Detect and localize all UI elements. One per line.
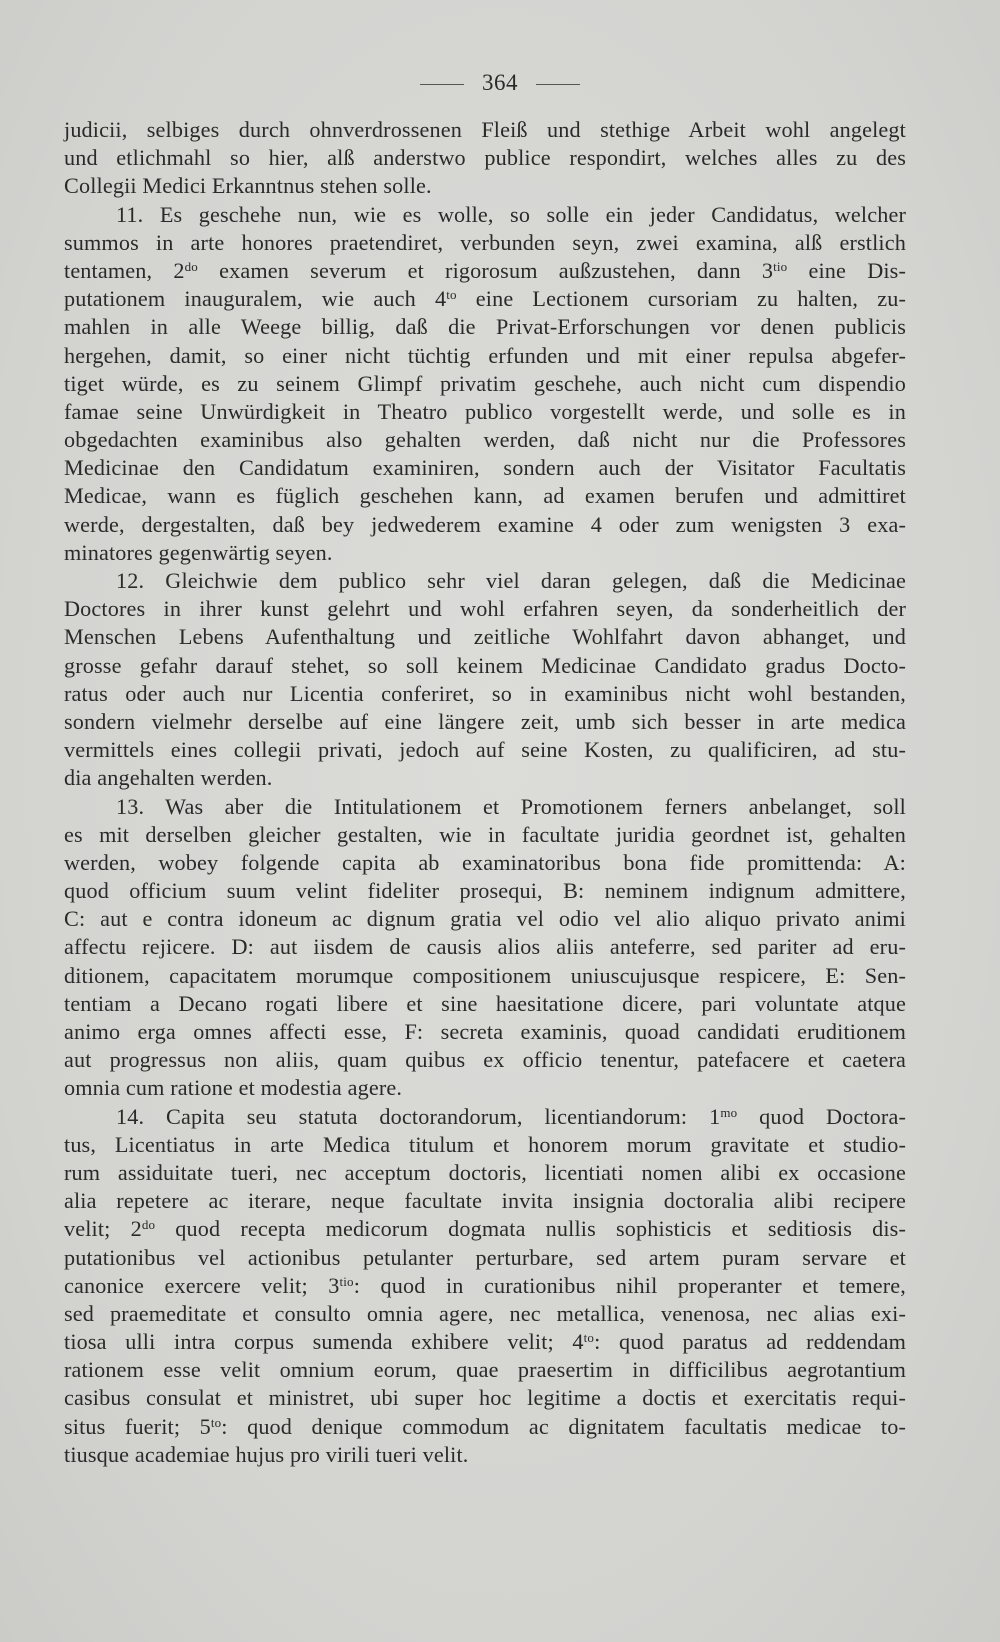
text-line: rum assiduitate tueri, nec acceptum doctoris, licentiati nomen alibi ex occasione — [64, 1159, 906, 1185]
text-line: Medicae, wann es füglich geschehen kann, ad examen berufen und admittiret — [64, 483, 906, 509]
paragraph — [64, 201, 906, 567]
text-line: tentamen, $2^{do}$ examen severum et rigorosum außzustehen, dann $3^{tio}$ eine Dis- — [64, 257, 907, 283]
text-line: omnia cum ratione et modestia agere. — [64, 1075, 403, 1101]
text-line: rationem esse velit omnium eorum, quae praesertim in difficilibus aegrotantium — [64, 1357, 906, 1383]
text-line: mahlen in alle Weege billig, daß die Privat-Erforschungen vor denen publicis — [64, 314, 906, 340]
text-line: aut progressus non aliis, quam quibus ex officio tenentur, patefacere et caetera — [64, 1047, 906, 1073]
text-line: alia repetere ac iterare, neque facultate invita insignia doctoralia alibi recipere — [64, 1188, 906, 1214]
body-text — [64, 116, 906, 1469]
text-line: summos in arte honores praetendiret, verbunden seyn, zwei examina, alß erstlich — [64, 229, 906, 255]
text-line: grosse gefahr darauf stehet, so soll keinem Medicinae Candidato gradus Docto- — [64, 652, 906, 678]
text-line: putationibus vel actionibus petulanter perturbare, sed artem puram servare et — [64, 1244, 906, 1270]
paragraph — [64, 116, 906, 201]
text-line: affectu rejicere. D: aut iisdem de causis alios aliis anteferre, sed pariter ad eru- — [64, 934, 906, 960]
text-line: es mit derselben gleicher gestalten, wie in facultate juridia geordnet ist, gehalten — [64, 821, 906, 847]
text-line: und etlichmahl so hier, alß anderstwo publice respondirt, welches alles zu des — [64, 145, 906, 171]
paragraph — [64, 1103, 906, 1469]
text-line: Doctores in ihrer kunst gelehrt und wohl erfahren seyen, da sonderheitlich der — [64, 596, 906, 622]
text-line: canonice exercere velit; $3^{tio}$: quod in curationibus nihil properanter et temere, — [64, 1272, 906, 1298]
header-rule-left — [420, 84, 464, 85]
text-line: tiusque academiae hujus pro virili tueri velit. — [64, 1441, 469, 1467]
text-line: werden, wobey folgende capita ab examinatoribus bona fide promittenda: A: — [64, 849, 906, 875]
page-header — [0, 70, 1000, 96]
text-line: Collegii Medici Erkanntnus stehen solle. — [64, 173, 432, 199]
paragraph — [64, 567, 906, 793]
text-line: animo erga omnes affecti esse, F: secreta examinis, quoad candidati eruditionem — [64, 1019, 906, 1044]
text-line: quod officium suum velint fideliter prosequi, B: neminem indignum admittere, — [64, 878, 906, 904]
text-line: 12. Gleichwie dem publico sehr viel daran gelegen, daß die Medicinae — [116, 568, 906, 593]
text-line: situs fuerit; $5^{to}$: quod denique commodum ac dignitatem facultatis medicae to- — [64, 1413, 907, 1439]
text-line: vermittels eines collegii privati, jedoch auf seine Kosten, zu qualificiren, ad stu- — [64, 737, 906, 763]
text-line: casibus consulat et ministret, ubi super hoc legitime a doctis et exercitatis requi- — [64, 1385, 906, 1411]
text-line: C: aut e contra idoneum ac dignum gratia vel odio vel alio aliquo privato animi — [64, 906, 906, 932]
text-line: dia angehalten werden. — [64, 765, 273, 791]
text-line: minatores gegenwärtig seyen. — [64, 539, 333, 565]
text-line: obgedachten examinibus also gehalten werden, daß nicht nur die Professores — [64, 427, 906, 453]
text-line: famae seine Unwürdigkeit in Theatro publico vorgestellt werde, und solle es in — [64, 398, 906, 424]
text-line: sondern vielmehr derselbe auf eine längere zeit, umb sich besser in arte medica — [64, 708, 906, 734]
text-line: tiget würde, es zu seinem Glimpf privatim geschehe, auch nicht cum dispendio — [64, 370, 906, 396]
paragraph — [64, 793, 906, 1103]
text-line: putationem inauguralem, wie auch $4^{to}$ eine Lectionem cursoriam zu halten, zu- — [64, 286, 906, 312]
text-line: Menschen Lebens Aufenthaltung und zeitliche Wohlfahrt davon abhanget, und — [64, 624, 906, 650]
text-line: sed praemeditate et consulto omnia agere, nec metallica, venenosa, nec alias exi- — [64, 1300, 906, 1326]
page-number: 364 — [482, 70, 518, 95]
text-line: tiosa ulli intra corpus sumenda exhibere velit; $4^{to}$: quod paratus ad reddendam — [64, 1329, 906, 1355]
text-line: werde, dergestalten, daß bey jedwederem examine 4 oder zum wenigsten 3 exa- — [64, 511, 906, 537]
text-line: judicii, selbiges durch ohnverdrossenen Fleiß und stethige Arbeit wohl angelegt — [64, 117, 906, 142]
text-line: tentiam a Decano rogati libere et sine haesitatione dicere, pari voluntate atque — [64, 990, 906, 1016]
text-line: ditionem, capacitatem morumque compositionem uniuscujusque respicere, E: Sen- — [64, 962, 906, 988]
text-line: velit; $2^{do}$ quod recepta medicorum dogmata nullis sophisticis et seditiosis dis- — [64, 1216, 906, 1242]
text-line: 14. Capita seu statuta doctorandorum, licentiandorum: $1^{mo}$ quod Doctora- — [116, 1103, 906, 1129]
text-line: 13. Was aber die Intitulationem et Promotionem ferners anbelanget, soll — [116, 793, 906, 819]
header-rule-right — [536, 84, 580, 85]
text-line: ratus oder auch nur Licentia conferiret, so in examinibus nicht wohl bestanden, — [64, 680, 906, 706]
text-line: 11. Es geschehe nun, wie es wolle, so solle ein jeder Candidatus, welcher — [116, 201, 906, 227]
text-line: Medicinae den Candidatum examiniren, sondern auch der Visitator Facultatis — [64, 455, 906, 481]
text-line: tus, Licentiatus in arte Medica titulum et honorem morum gravitate et studio- — [64, 1131, 906, 1157]
text-line: hergehen, damit, so einer nicht tüchtig erfunden und mit einer repulsa abgefer- — [64, 342, 906, 368]
